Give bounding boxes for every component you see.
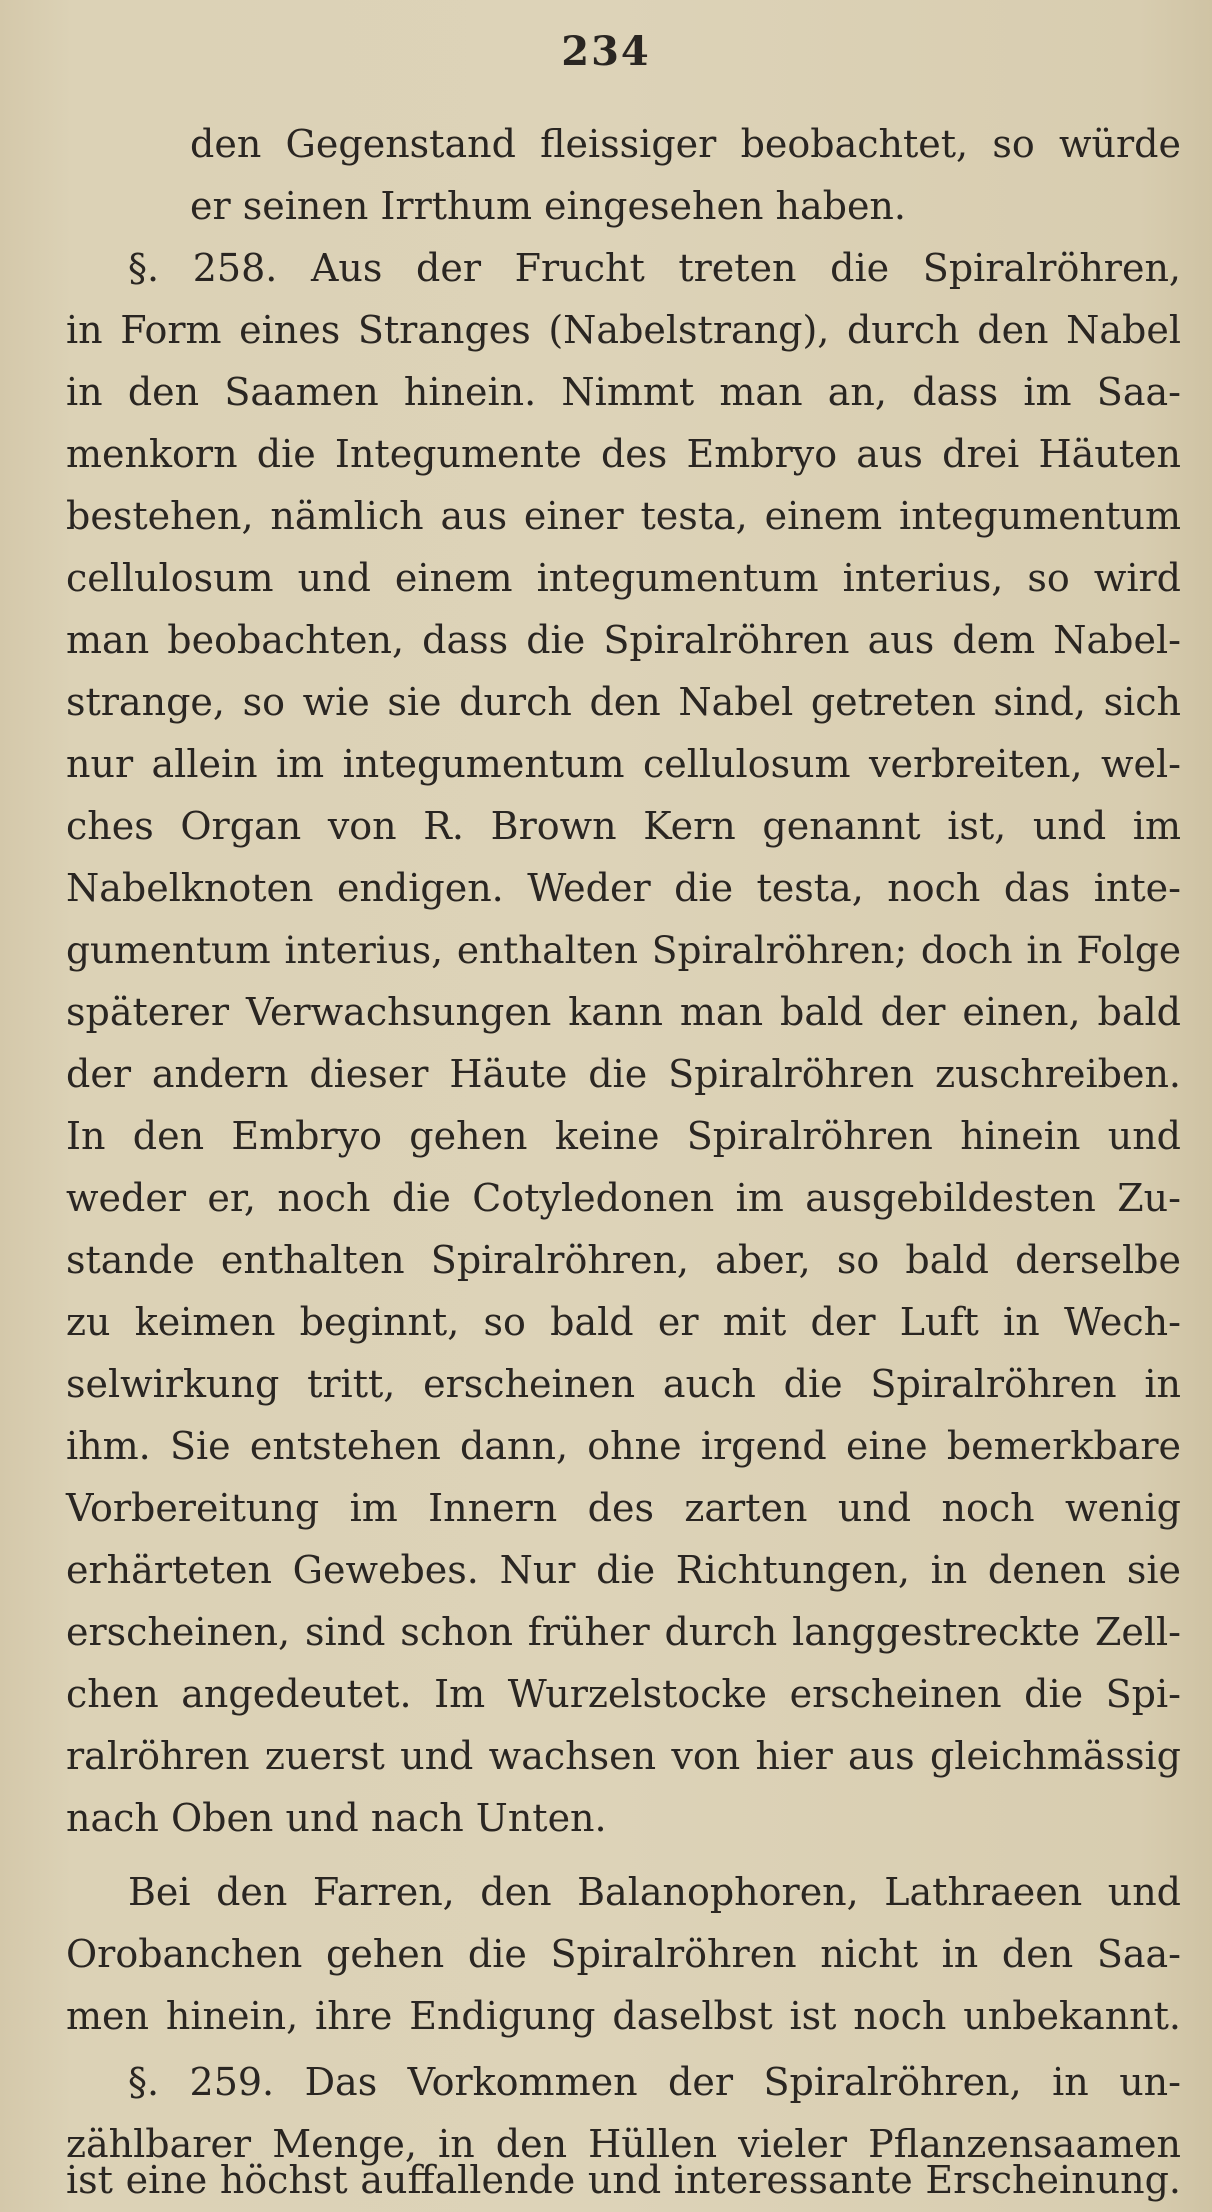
text-line: chen angedeutet. Im Wurzelstocke erscheinen die Spi- <box>66 1672 1181 1716</box>
text-line: cellulosum und einem integumentum interius, so wird <box>66 556 1181 600</box>
text-line: strange, so wie sie durch den Nabel getreten sind, sich <box>66 680 1181 724</box>
text-line: erscheinen, sind schon früher durch langgestreckte Zell- <box>66 1610 1181 1654</box>
text-line: erhärteten Gewebes. Nur die Richtungen, in denen sie <box>66 1548 1181 1592</box>
paragraph-start-line: Bei den Farren, den Balanophoren, Lathraeen und <box>128 1870 1181 1914</box>
text-line: in den Saamen hinein. Nimmt man an, dass im Saa- <box>66 370 1181 414</box>
text-line: Vorbereitung im Innern des zarten und noch wenig <box>66 1486 1181 1530</box>
text-line: man beobachten, dass die Spiralröhren aus dem Nabel- <box>66 618 1181 662</box>
text-line: stande enthalten Spiralröhren, aber, so bald derselbe <box>66 1238 1181 1282</box>
text-line: nach Oben und nach Unten. <box>66 1796 607 1840</box>
text-line: er seinen Irrthum eingesehen haben. <box>190 184 906 228</box>
text-line: zählbarer Menge, in den Hüllen vieler Pflanzensaamen <box>66 2122 1181 2166</box>
text-line: den Gegenstand fleissiger beobachtet, so würde <box>190 122 1181 166</box>
text-line: ralröhren zuerst und wachsen von hier aus gleichmässig <box>66 1734 1181 1778</box>
page-number: 234 <box>561 28 651 75</box>
text-line: ches Organ von R. Brown Kern genannt ist, und im <box>66 804 1181 848</box>
text-line: der andern dieser Häute die Spiralröhren zuschreiben. <box>66 1052 1181 1096</box>
text-line: Nabelknoten endigen. Weder die testa, noch das inte- <box>66 866 1181 910</box>
text-line: späterer Verwachsungen kann man bald der einen, bald <box>66 990 1181 1034</box>
text-line: men hinein, ihre Endigung daselbst ist noch unbekannt. <box>66 1994 1181 2038</box>
text-line: selwirkung tritt, erscheinen auch die Spiralröhren in <box>66 1362 1181 1406</box>
text-line: ihm. Sie entstehen dann, ohne irgend eine bemerkbare <box>66 1424 1181 1468</box>
text-line: In den Embryo gehen keine Spiralröhren hinein und <box>66 1114 1181 1158</box>
text-line: bestehen, nämlich aus einer testa, einem integumentum <box>66 494 1181 538</box>
text-line: in Form eines Stranges (Nabelstrang), durch den Nabel <box>66 308 1181 352</box>
paragraph-start-line: §. 258. Aus der Frucht treten die Spiralröhren, <box>128 246 1181 290</box>
text-line: gumentum interius, enthalten Spiralröhren; doch in Folge <box>66 928 1181 972</box>
text-line: weder er, noch die Cotyledonen im ausgebildesten Zu- <box>66 1176 1181 1220</box>
text-line: menkorn die Integumente des Embryo aus drei Häuten <box>66 432 1181 476</box>
text-line: nur allein im integumentum cellulosum verbreiten, wel- <box>66 742 1181 786</box>
paragraph-start-line: §. 259. Das Vorkommen der Spiralröhren, in un- <box>128 2060 1181 2104</box>
text-line: ist eine höchst auffallende und interessante Erscheinung. <box>66 2158 1181 2202</box>
text-line: Orobanchen gehen die Spiralröhren nicht in den Saa- <box>66 1932 1181 1976</box>
text-line: zu keimen beginnt, so bald er mit der Luft in Wech- <box>66 1300 1181 1344</box>
